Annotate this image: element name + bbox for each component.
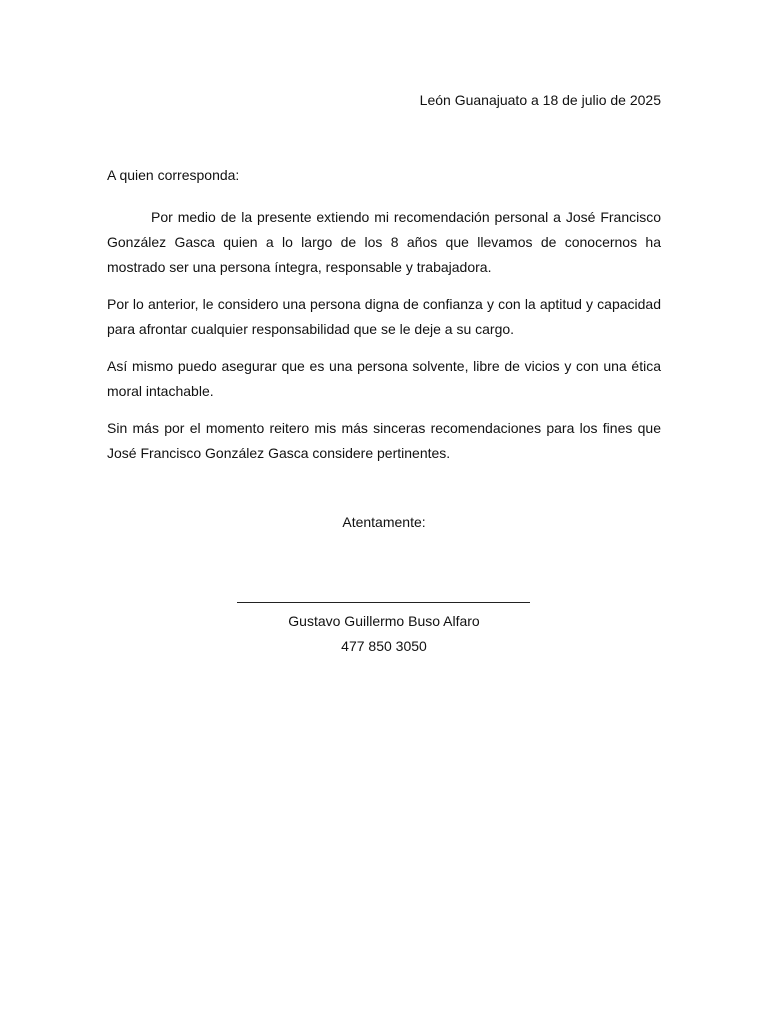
signature-line [237, 602, 530, 603]
paragraph-character: Así mismo puedo asegurar que es una persona solvente, libre de vicios y con una ética moral intachable. [107, 358, 661, 399]
date-line: León Guanajuato a 18 de julio de 2025 [419, 92, 661, 108]
paragraph-closing-remarks: Sin más por el momento reitero mis más sinceras recomendaciones para los fines que José Francisco González Gasca considere pertinentes. [107, 420, 661, 461]
paragraph-recommendation: Por medio de la presente extiendo mi recomendación personal a José Francisco González Gasca quien a lo largo de los 8 años que llevamos de conocernos ha mostrado ser una persona íntegra, responsable y trabajadora. [107, 209, 661, 275]
greeting: A quien corresponda: [107, 167, 240, 183]
signer-phone: 477 850 3050 [341, 638, 427, 654]
paragraph-trust: Por lo anterior, le considero una persona digna de confianza y con la aptitud y capacidad para afrontar cualquier responsabilidad que se le deje a su cargo. [107, 296, 661, 337]
letter-body [107, 165, 661, 478]
closing: Atentamente: [342, 514, 426, 530]
signer-name: Gustavo Guillermo Buso Alfaro [288, 613, 480, 629]
